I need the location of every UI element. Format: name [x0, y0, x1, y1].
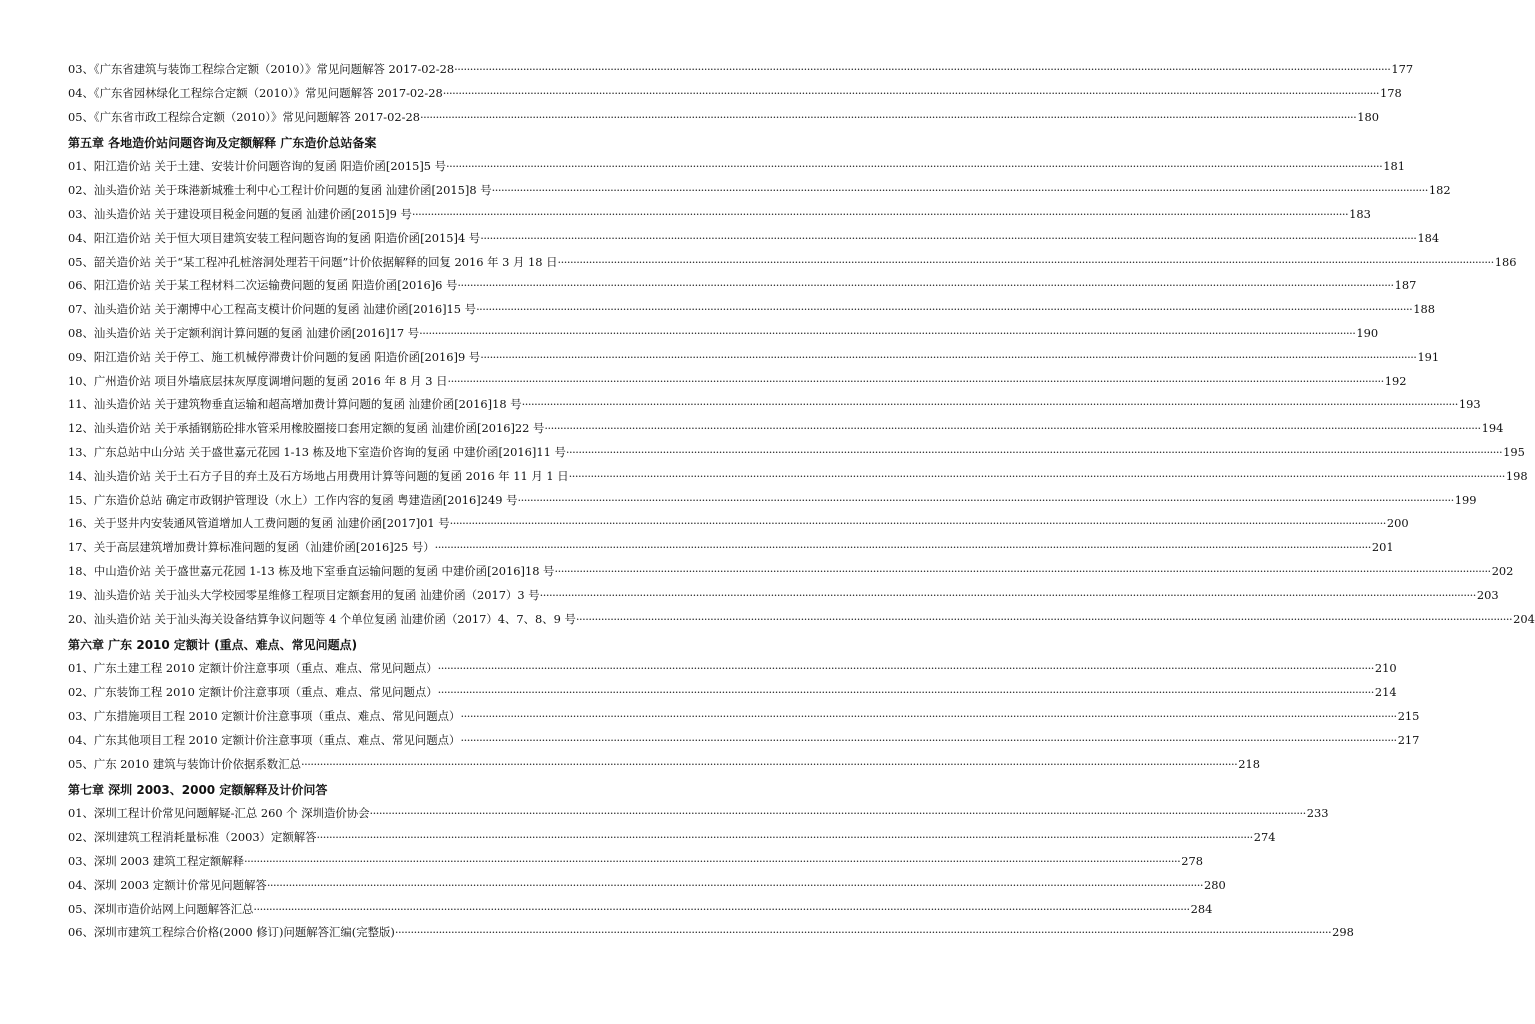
toc-entry[interactable]	[68, 179, 1451, 203]
dot-leader: ············································································································································································································································································································	[457, 278, 1394, 293]
dot-leader: ············································································································································································································································································································	[565, 444, 1503, 459]
dot-leader: ············································································································································································································································································································	[442, 85, 1379, 100]
toc-entry-title: 02、广东装饰工程 2010 定额计价注意事项（重点、难点、常见问题点）	[68, 685, 438, 700]
toc-entry-page-number: 177	[1391, 62, 1414, 76]
toc-entry-title: 01、阳江造价站 关于土建、安装计价问题咨询的复函 阳造价函[2015]5 号	[68, 159, 447, 174]
toc-entry-title: 20、汕头造价站 关于汕头海关设备结算争议问题等 4 个单位复函 汕建价函（2017）4、7、8、9 号	[68, 611, 576, 626]
toc-entry-title: 07、汕头造价站 关于潮博中心工程高支模计价问题的复函 汕建价函[2016]15 号	[68, 302, 477, 317]
toc-entry-page-number: 181	[1383, 159, 1406, 174]
toc-entry-page-number: 233	[1306, 806, 1329, 821]
dot-leader: ············································································································································································································································································································	[476, 302, 1413, 317]
toc-entry[interactable]	[68, 657, 1397, 681]
chapter-heading: 第五章 各地造价站问题咨询及定额解释 广东造价总站备案	[68, 136, 377, 151]
toc-entry-title: 06、阳江造价站 关于某工程材料二次运输费问题的复函 阳造价函[2016]6 号	[68, 278, 458, 293]
toc-entry-title: 04、《广东省园林绿化工程综合定额（2010）》常见问题解答 2017-02-28	[68, 85, 443, 100]
dot-leader: ············································································································································································································································································································	[419, 109, 1357, 124]
toc-entry-page-number: 217	[1397, 732, 1420, 747]
dot-leader: ············································································································································································································································································································	[539, 587, 1476, 602]
dot-leader: ············································································································································································································································································································	[575, 611, 1513, 626]
toc-entry-page-number: 280	[1204, 877, 1226, 892]
toc-entry[interactable]	[68, 850, 1204, 874]
toc-entry-title: 19、汕头造价站 关于汕头大学校园零星维修工程项目定额套用的复函 汕建价函（2017）3 号	[68, 587, 540, 602]
dot-leader: ············································································································································································································································································································	[394, 925, 1332, 940]
toc-entry-page-number: 187	[1394, 278, 1417, 293]
toc-page	[68, 58, 1535, 945]
chapter-heading: 第六章 广东 2010 定额计 (重点、难点、常见问题点)	[68, 638, 358, 653]
dot-leader: ············································································································································································································································································································	[460, 732, 1397, 747]
toc-entry[interactable]	[68, 826, 1276, 850]
toc-entry-title: 05、深圳市造价站网上问题解答汇总	[68, 901, 254, 916]
toc-entry[interactable]	[68, 729, 1420, 753]
dot-leader: ············································································································································································································································································································	[253, 901, 1190, 916]
toc-entry[interactable]	[68, 346, 1440, 370]
toc-entry[interactable]	[68, 584, 1499, 608]
toc-entry[interactable]	[68, 441, 1525, 465]
dot-leader: ············································································································································································································································································································	[568, 468, 1505, 483]
dot-leader: ············································································································································································································································································································	[300, 756, 1238, 771]
dot-leader: ············································································································································································································································································································	[480, 349, 1417, 364]
toc-entry-page-number: 191	[1417, 349, 1440, 364]
chapter-heading: 第七章 深圳 2003、2000 定额解释及计价问答	[68, 783, 328, 798]
toc-entry-page-number: 214	[1374, 685, 1397, 700]
toc-entry-page-number: 298	[1332, 925, 1354, 940]
toc-entry[interactable]	[68, 802, 1329, 826]
dot-leader: ············································································································································································································································································································	[517, 492, 1454, 507]
toc-entry-page-number: 178	[1380, 85, 1402, 100]
toc-entry-title: 03、广东措施项目工程 2010 定额计价注意事项（重点、难点、常见问题点）	[68, 708, 461, 723]
toc-entry-page-number: 203	[1476, 587, 1499, 602]
toc-entry-title: 09、阳江造价站 关于停工、施工机械停滞费计价问题的复函 阳造价函[2016]9 号	[68, 349, 481, 364]
dot-leader: ············································································································································································································································································································	[454, 62, 1391, 76]
toc-entry-page-number: 199	[1454, 492, 1477, 507]
dot-leader: ············································································································································································································································································································	[437, 685, 1374, 700]
toc-entry[interactable]	[68, 465, 1528, 489]
toc-entry-page-number: 284	[1190, 901, 1213, 916]
toc-entry[interactable]	[68, 203, 1371, 227]
toc-entry[interactable]	[68, 753, 1260, 777]
toc-entry-title: 02、深圳建筑工程消耗量标准（2003）定额解答	[68, 830, 317, 845]
toc-entry-title: 06、深圳市建筑工程综合价格(2000 修订)问题解答汇编(完整版)	[68, 925, 395, 940]
dot-leader: ············································································································································································································································································································	[460, 708, 1397, 723]
dot-leader: ············································································································································································································································································································	[554, 563, 1491, 578]
toc-entry-page-number: 201	[1371, 540, 1394, 555]
toc-entry-title: 05、《广东省市政工程综合定额（2010）》常见问题解答 2017-02-28	[68, 109, 420, 124]
dot-leader: ············································································································································································································································································································	[557, 254, 1494, 269]
toc-entry[interactable]	[68, 489, 1477, 513]
toc-entry-title: 04、阳江造价站 关于恒大项目建筑安装工程问题咨询的复函 阳造价函[2015]4 号	[68, 230, 481, 245]
toc-entry[interactable]	[68, 536, 1394, 560]
toc-entry[interactable]	[68, 681, 1397, 705]
toc-entry-title: 17、关于高层建筑增加费计算标准问题的复函（汕建价函[2016]25 号）	[68, 540, 435, 555]
toc-entry-page-number: 183	[1349, 206, 1371, 221]
toc-entry[interactable]	[68, 82, 1402, 106]
dot-leader: ············································································································································································································································································································	[437, 661, 1374, 676]
toc-entry-title: 11、汕头造价站 关于建筑物垂直运输和超高增加费计算问题的复函 汕建价函[2016]18 号	[68, 397, 522, 412]
toc-entry-title: 03、汕头造价站 关于建设项目税金问题的复函 汕建价函[2015]9 号	[68, 206, 412, 221]
toc-entry-title: 12、汕头造价站 关于承插钢筋砼排水管采用橡胶圈接口套用定额的复函 汕建价函[2016]22 号	[68, 421, 545, 436]
toc-entry-title: 03、《广东省建筑与装饰工程综合定额（2010）》常见问题解答 2017-02-28	[68, 62, 455, 76]
toc-entry-page-number: 218	[1238, 756, 1260, 771]
toc-entry-page-number: 192	[1384, 373, 1407, 388]
toc-entry-title: 18、中山造价站 关于盛世嘉元花园 1-13 栋及地下室垂直运输问题的复函 中建价函[2016]18 号	[68, 563, 555, 578]
toc-entry[interactable]	[68, 874, 1226, 898]
toc-entry-page-number: 190	[1356, 325, 1379, 340]
toc-entry[interactable]	[68, 274, 1417, 298]
dot-leader: ············································································································································································································································································································	[544, 421, 1481, 436]
toc-entry-page-number: 204	[1513, 611, 1535, 626]
toc-entry[interactable]	[68, 705, 1420, 729]
toc-entry[interactable]	[68, 512, 1409, 536]
toc-entry-page-number: 210	[1374, 661, 1397, 676]
toc-entry-page-number: 182	[1428, 183, 1451, 198]
dot-leader: ············································································································································································································································································································	[434, 540, 1371, 555]
toc-entry-title: 01、深圳工程计价常见问题解疑-汇总 260 个 深圳造价协会	[68, 806, 370, 821]
toc-entry-page-number: 274	[1253, 830, 1276, 845]
toc-entry-title: 05、韶关造价站 关于“某工程冲孔桩溶洞处理若干问题”计价依据解释的回复 2016 年 3 月 18 日	[68, 254, 558, 269]
dot-leader: ············································································································································································································································································································	[521, 397, 1458, 412]
toc-entry-title: 10、广州造价站 项目外墙底层抹灰厚度调增问题的复函 2016 年 8 月 3 日	[68, 373, 448, 388]
toc-entry-page-number: 193	[1458, 397, 1481, 412]
dot-leader: ············································································································································································································································································································	[369, 806, 1306, 821]
toc-entry-title: 01、广东土建工程 2010 定额计价注意事项（重点、难点、常见问题点）	[68, 661, 438, 676]
toc-entry-title: 15、广东造价总站 确定市政钢护管理设（水上）工作内容的复函 粤建造函[2016]249 号	[68, 492, 518, 507]
toc-entry[interactable]	[68, 898, 1213, 922]
dot-leader: ············································································································································································································································································································	[446, 159, 1383, 174]
toc-entry[interactable]	[68, 921, 1354, 945]
dot-leader: ············································································································································································································································································································	[491, 183, 1428, 198]
toc-entry-title: 13、广东总站中山分站 关于盛世嘉元花园 1-13 栋及地下室造价咨询的复函 中建价函[2016]11 号	[68, 444, 566, 459]
toc-entry-title: 04、深圳 2003 定额计价常见问题解答	[68, 877, 267, 892]
toc-entry-page-number: 202	[1491, 563, 1514, 578]
dot-leader: ············································································································································································································································································································	[480, 230, 1417, 245]
toc-entry-title: 05、广东 2010 建筑与装饰计价依据系数汇总	[68, 756, 301, 771]
toc-entry[interactable]	[68, 370, 1407, 394]
toc-entry-title: 03、深圳 2003 建筑工程定额解释	[68, 853, 245, 868]
dot-leader: ············································································································································································································································································································	[266, 877, 1204, 892]
dot-leader: ············································································································································································································································································································	[419, 325, 1356, 340]
dot-leader: ············································································································································································································································································································	[316, 830, 1253, 845]
toc-entry[interactable]	[68, 417, 1504, 441]
dot-leader: ············································································································································································································································································································	[244, 853, 1181, 868]
toc-entry[interactable]	[68, 322, 1379, 346]
dot-leader: ············································································································································································································································································································	[447, 373, 1384, 388]
toc-entry-title: 08、汕头造价站 关于定额利润计算问题的复函 汕建价函[2016]17 号	[68, 325, 420, 340]
toc-entry-page-number: 215	[1397, 708, 1420, 723]
toc-entry-title: 16、关于竖井内安装通风管道增加人工费问题的复函 汕建价函[2017]01 号	[68, 516, 450, 531]
dot-leader: ············································································································································································································································································································	[449, 516, 1386, 531]
toc-entry-title: 14、汕头造价站 关于土石方子目的弃土及石方场地占用费用计算等问题的复函 2016 年 11 月 1 日	[68, 468, 569, 483]
toc-entry[interactable]	[68, 560, 1514, 584]
toc-entry-page-number: 180	[1357, 109, 1379, 124]
toc-entry[interactable]	[68, 251, 1517, 275]
toc-entry[interactable]	[68, 227, 1440, 251]
toc-entry[interactable]	[68, 393, 1481, 417]
toc-entry-title: 02、汕头造价站 关于珠港新城雅士利中心工程计价问题的复函 汕建价函[2015]8 号	[68, 183, 492, 198]
dot-leader: ············································································································································································································································································································	[411, 206, 1349, 221]
toc-entry[interactable]	[68, 106, 1379, 130]
toc-entry[interactable]	[68, 155, 1406, 179]
toc-entry[interactable]	[68, 298, 1436, 322]
toc-entry-page-number: 195	[1503, 444, 1525, 459]
toc-entry-page-number: 184	[1417, 230, 1440, 245]
toc-entry-page-number: 198	[1505, 468, 1528, 483]
toc-entry[interactable]	[68, 58, 1414, 82]
toc-entry-page-number: 278	[1181, 853, 1204, 868]
toc-entry-title: 04、广东其他项目工程 2010 定额计价注意事项（重点、难点、常见问题点）	[68, 732, 461, 747]
toc-entry-page-number: 200	[1386, 516, 1409, 531]
toc-entry-page-number: 186	[1494, 254, 1517, 269]
toc-entry[interactable]	[68, 608, 1535, 632]
toc-entry-page-number: 188	[1413, 302, 1436, 317]
toc-entry-page-number: 194	[1481, 421, 1504, 436]
